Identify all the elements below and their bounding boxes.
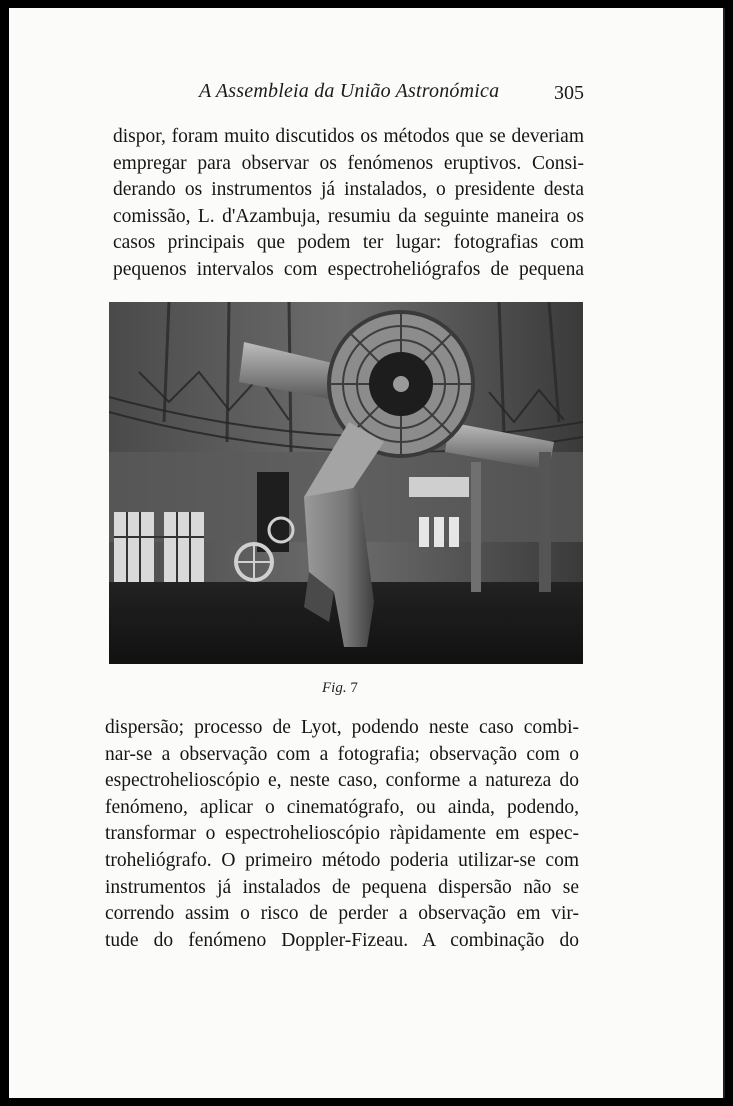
text-line: pequenos intervalos com espectroheliógrafos de pequena: [113, 258, 584, 280]
telescope-photograph: [109, 302, 583, 664]
caption-number: 7: [350, 680, 358, 696]
text-line: comissão, L. d'Azambuja, resumiu da seguinte maneira os: [113, 205, 584, 227]
text-line: derando os instrumentos já instalados, o presidente desta: [113, 179, 584, 200]
paragraph-bottom: [105, 715, 579, 954]
text-line: troheliógrafo. O primeiro método poderia utilizar-se com: [105, 849, 579, 871]
text-line: dispor, foram muito discutidos os métodos que se deveriam: [113, 126, 584, 147]
text-line: transformar o espectrohelioscópio ràpidamente em espec-: [105, 823, 579, 845]
running-title: A Assembleia da União Astronómica: [199, 80, 500, 102]
text-line: empregar para observar os fenómenos eruptivos. Consi-: [113, 152, 584, 174]
text-line: correndo assim o risco de perder a observação em vir-: [105, 903, 579, 925]
text-line: nar-se a observação com a fotografia; observação com o: [105, 743, 579, 765]
page-number: 305: [554, 82, 584, 104]
text-line: espectrohelioscópio e, neste caso, conforme a natureza do: [105, 770, 579, 792]
text-line: tude do fenómeno Doppler-Fizeau. A combinação do: [105, 929, 579, 951]
figure-caption: [322, 680, 358, 697]
caption-label: Fig.: [322, 680, 347, 696]
text-line: instrumentos já instalados de pequena dispersão não se: [105, 876, 579, 898]
text-line: fenómeno, aplicar o cinematógrafo, ou ainda, podendo,: [105, 796, 579, 818]
text-line: casos principais que podem ter lugar: fotografias com: [113, 232, 584, 253]
paragraph-top: [113, 124, 584, 283]
book-page: [9, 8, 725, 1098]
text-line: dispersão; processo de Lyot, podendo neste caso combi-: [105, 717, 579, 738]
